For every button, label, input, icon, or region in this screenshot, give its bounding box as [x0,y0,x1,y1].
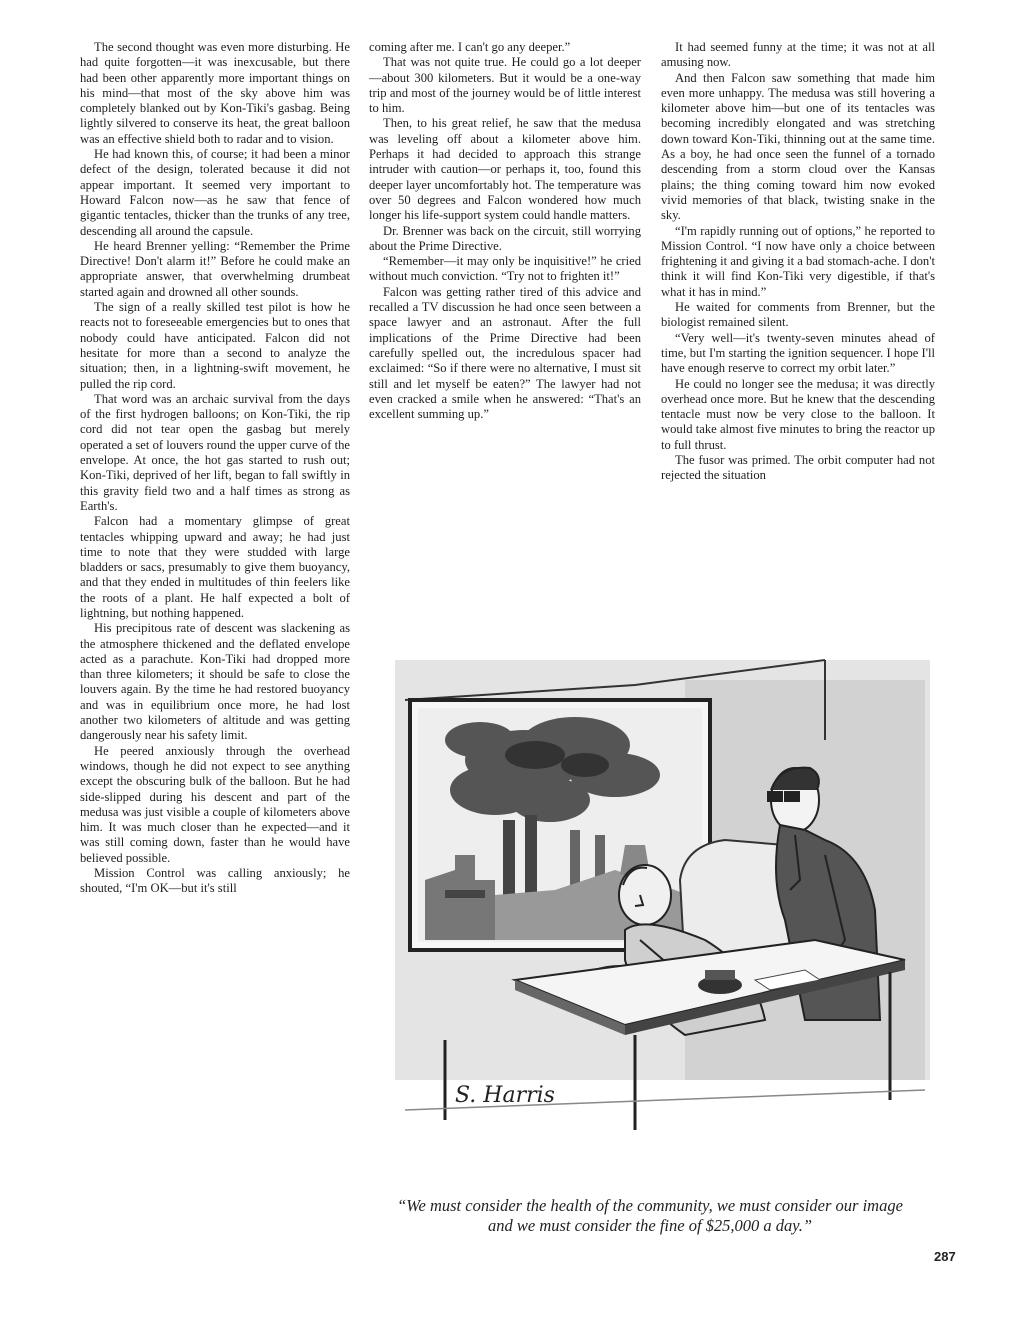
paragraph: That word was an archaic survival from the days of the first hydrogen balloons; on Kon-Tiki, the rip cord did not tear open the gasbag but merely operated a set of louvers round the upper curve of the envelope. At once, the hot gas started to rush out; Kon-Tiki, deprived of her lift, began to fall swiftly in this gravity field two and a half times as strong as Earth's. [80,391,350,513]
paragraph: Falcon had a momentary glimpse of great tentacles whipping upward and away; he had just time to note that they were studded with large bladders or sacs, presumably to give them buoyancy, and that they ended in multitudes of thin feelers like the roots of a plant. He half expected a bolt of lightning, but nothing happened. [80,514,350,620]
paragraph: Mission Control was calling anxiously; he shouted, “I'm OK—but it's still [80,866,350,896]
page-number: 287 [934,1249,956,1264]
text-column-1 [80,40,350,897]
paragraph: He peered anxiously through the overhead windows, though he did not expect to see anything except the obscuring bulk of the balloon. But he had side-slipped during his descent and part of the medusa was just visible a couple of kilometers above him. It was much closer than he expected—and it was still coming down, faster than he would have believed possible. [80,743,350,865]
paragraph: coming after me. I can't go any deeper.” [369,40,571,54]
paragraph: “Remember—it may only be inquisitive!” he cried without much conviction. “Try not to frighten it!” [369,254,641,284]
paragraph: He waited for comments from Brenner, but the biologist remained silent. [661,300,935,330]
paragraph: Then, to his great relief, he saw that the medusa was leveling off about a kilometer above him. Perhaps it had decided to approach this strange intruder with caution—or perhaps it, too, found this deeper layer uncomfortably hot. The temperature was over 50 degrees and Falcon wondered how much longer his life-support system could handle matters. [369,116,641,223]
paragraph: He heard Brenner yelling: “Remember the Prime Directive! Don't alarm it!” Before he could make an appropriate answer, that overwhelming drumbeat started again and drowned all other sounds. [80,238,350,299]
paragraph: That was not quite true. He could go a lot deeper—about 300 kilometers. But it would be a one-way trip and most of the journey would be of little interest to him. [369,55,641,116]
paragraph: It had seemed funny at the time; it was not at all amusing now. [661,40,935,70]
text-column-3 [661,40,935,484]
paragraph: Dr. Brenner was back on the circuit, still worrying about the Prime Directive. [369,223,641,253]
paragraph: And then Falcon saw something that made him even more unhappy. The medusa was still hovering a kilometer above him—but one of its tentacles was becoming incredibly elongated and was stretching down toward Kon-Tiki, thinning out at the same time. As a boy, he had once seen the funnel of a tornado descending from a storm cloud over the Kansas plains; the thing coming toward him now evoked vivid memories of that black, twisting snake in the sky. [661,70,935,223]
paragraph: “Very well—it's twenty-seven minutes ahead of time, but I'm starting the ignition sequencer. I hope I'll have enough reserve to correct my orbit later.” [661,330,935,376]
cartoon-drawing [385,640,945,1145]
paragraph: His precipitous rate of descent was slackening as the atmosphere thickened and the deflated envelope acted as a parachute. Kon-Tiki had dropped more than three kilometers; it should be safe to close the louvers again. By the time he had restored buoyancy and was in equilibrium once more, he had lost another two kilometers of altitude and was getting dangerously near his safety limit. [80,621,350,743]
svg-text:S. Harris: S. Harris [455,1083,555,1108]
text-column-2 [369,40,641,422]
paragraph: Falcon was getting rather tired of this advice and recalled a TV discussion he had once seen between a space lawyer and an astronaut. After the full implications of the Prime Directive had been carefully spelled out, the incredulous spacer had exclaimed: “So if there were no alternative, I must sit still and let myself be eaten?” The lawyer had not even cracked a smile when he answered: “That's an excellent summing up.” [369,284,641,422]
paragraph: “I'm rapidly running out of options,” he reported to Mission Control. “I now have only a choice between frightening it and giving it a bad stomach-ache. I don't think it will find Kon-Tiki very digestible, if that's what it has in mind.” [661,223,935,299]
paragraph: He had known this, of course; it had been a minor defect of the design, tolerated because it did not appear important. It seemed very important to Howard Falcon now—as he saw that fence of gigantic tentacles, thicker than the trunks of any tree, descending all around the capsule. [80,147,350,238]
paragraph: The sign of a really skilled test pilot is how he reacts not to foreseeable emergencies but to ones that nobody could have anticipated. Falcon did not hesitate for more than a second to analyze the situation; then, in a lightning-swift movement, he pulled the rip cord. [80,300,350,391]
cartoon-caption: “We must consider the health of the community, we must consider our image and we must consider the fine of $25,000 a day.” [397,1196,903,1235]
paragraph: The fusor was primed. The orbit computer had not rejected the situation [661,453,935,483]
cartoon-illustration [385,640,945,1145]
paragraph: The second thought was even more disturbing. He had quite forgotten—it was inexcusable, but there had been other apparently more important things on his mind—that most of the sky above him was completely blanked out by Kon-Tiki's gasbag. Being lightly silvered to conserve its heat, the great balloon was an effective shield both to radar and to vision. [80,40,350,146]
paragraph: He could no longer see the medusa; it was directly overhead once more. But he knew that the descending tentacle must now be very close to the balloon. It would take almost five minutes to bring the reactor up to full thrust. [661,376,935,452]
